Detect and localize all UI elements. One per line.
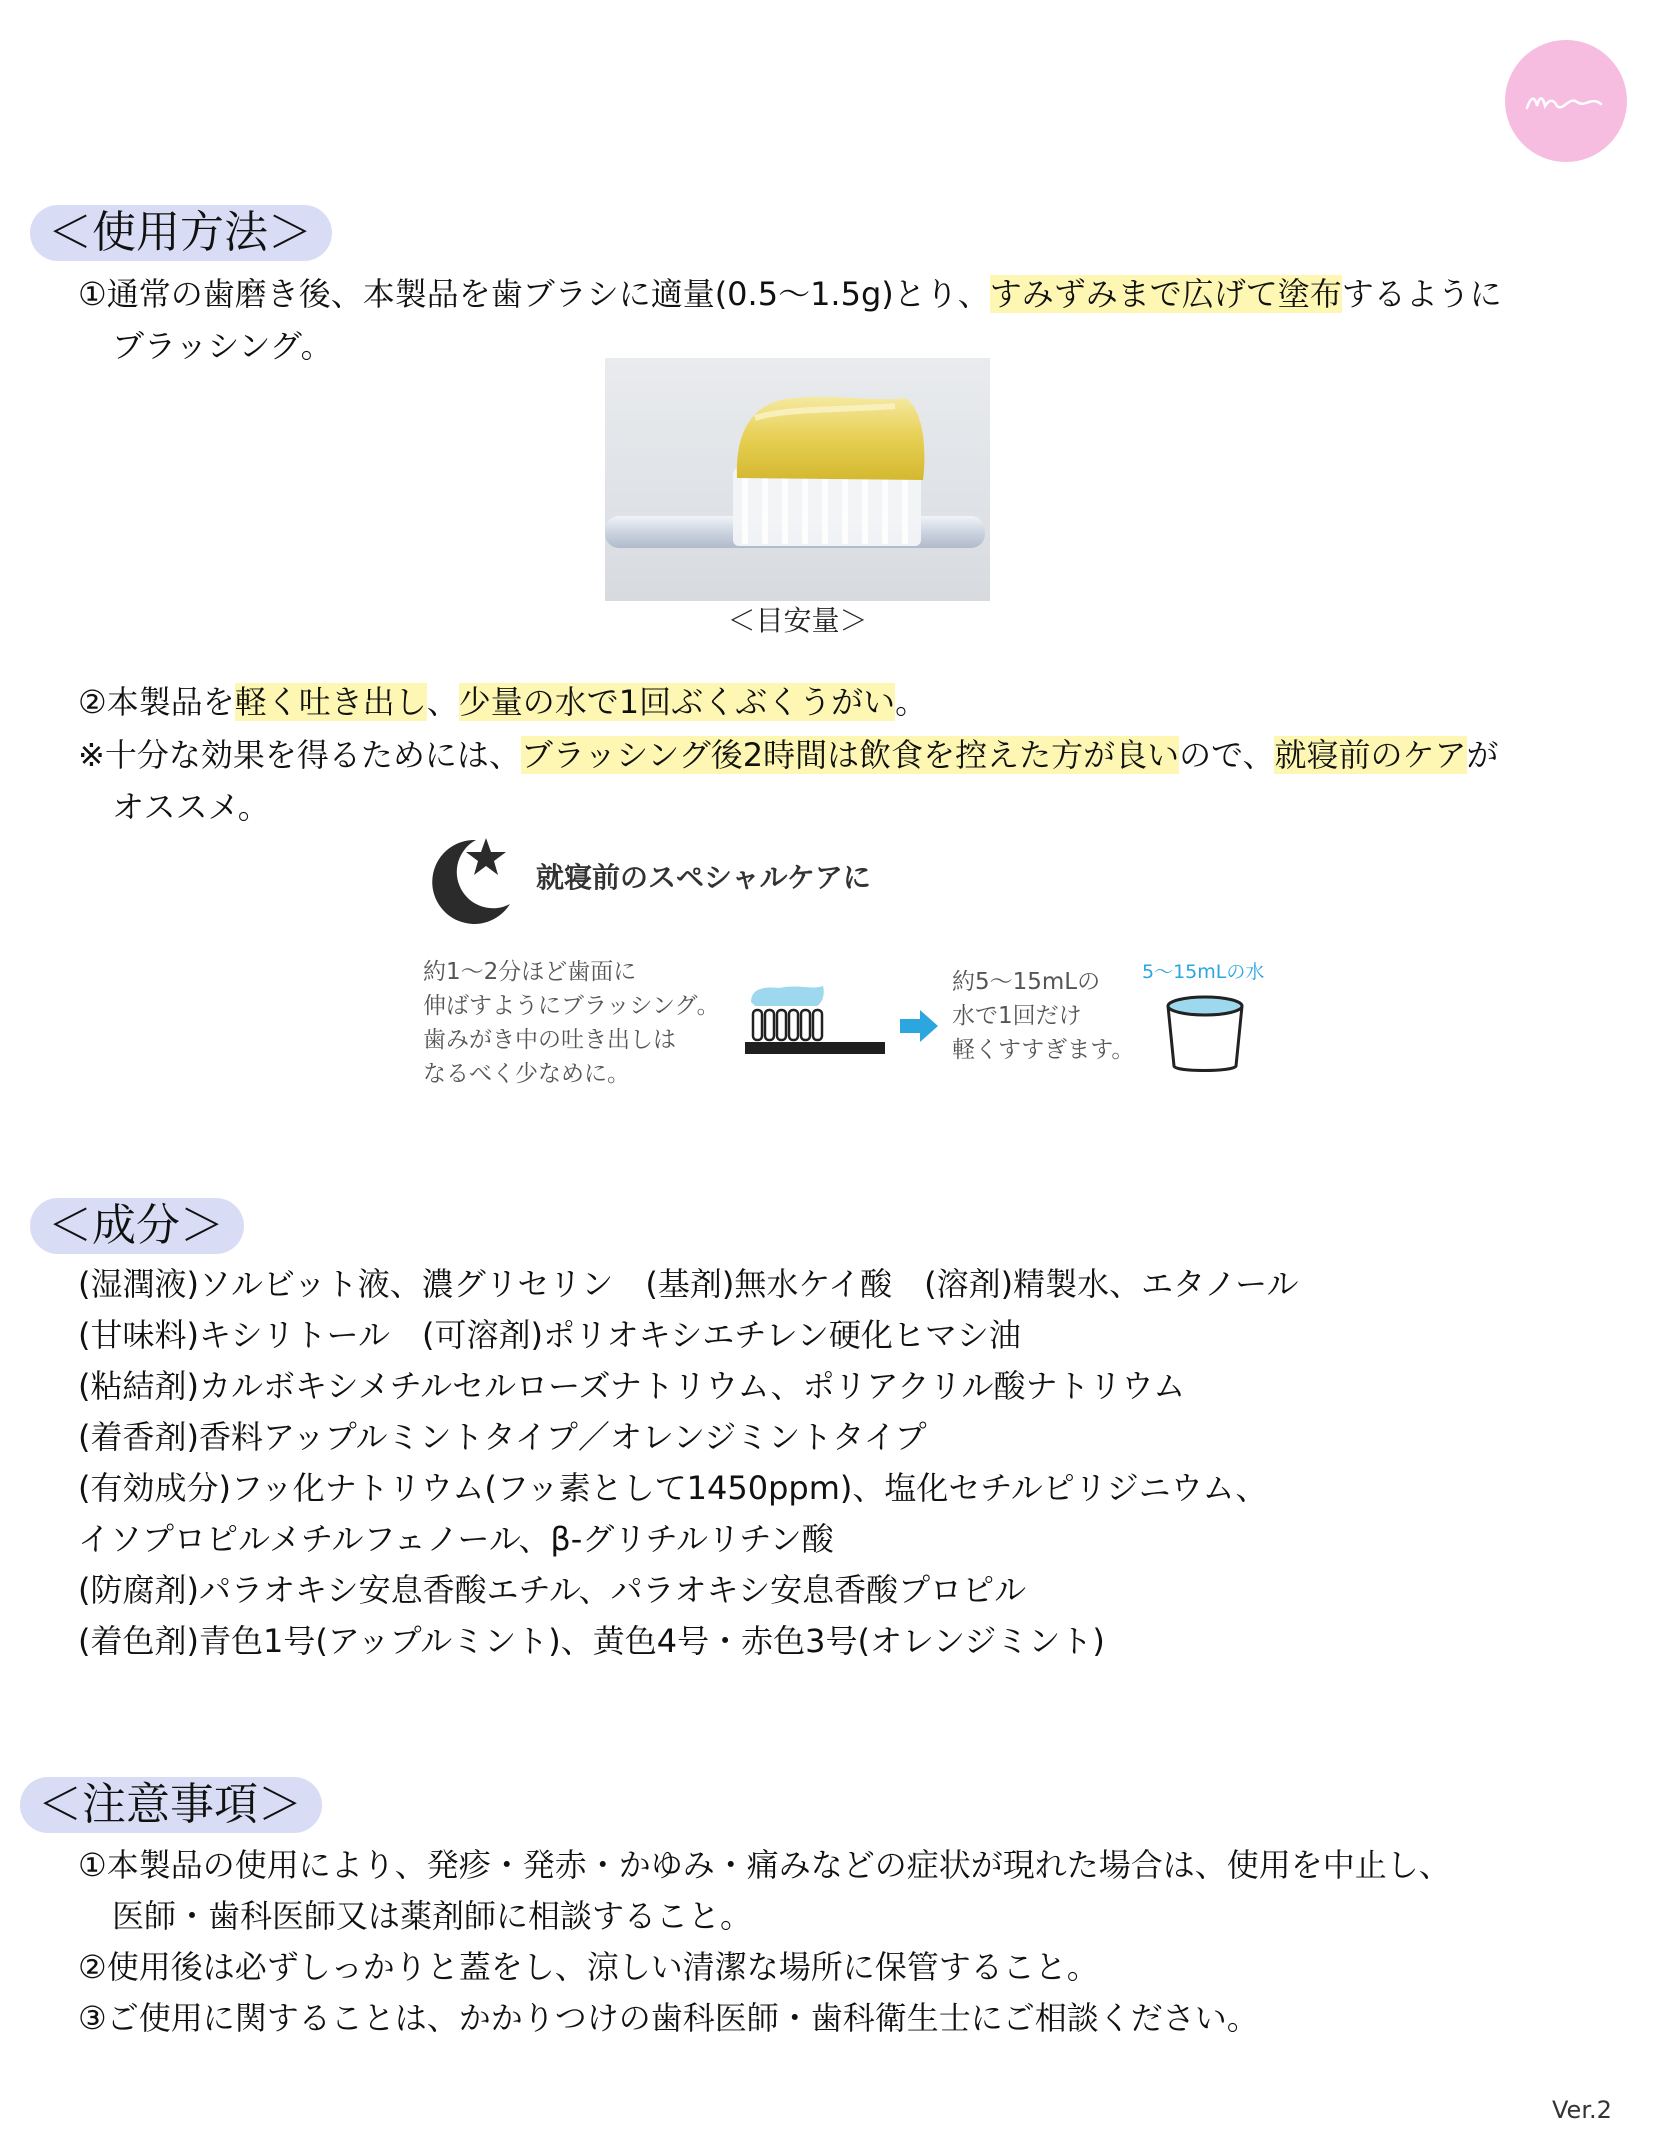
note-text: ※十分な効果を得るためには、 [78, 736, 521, 774]
bedtime-care-panel [420, 830, 1280, 1120]
note-highlight: ブラッシング後2時間は飲食を控えた方が良い [520, 736, 1180, 774]
ingredients-heading: ＜成分＞ [30, 1198, 244, 1254]
version-label: Ver.2 [1552, 2096, 1612, 2124]
usage-note-line2: オススメ。 [112, 788, 270, 826]
photo-caption: ＜目安量＞ [727, 604, 868, 637]
brand-logo [1505, 40, 1627, 162]
step1-text: ①通常の歯磨き後、本製品を歯ブラシに適量(0.5〜1.5g)とり、 [78, 275, 990, 313]
care-right-line: 水で1回だけ [952, 1003, 1082, 1029]
wave-signature-icon [1505, 40, 1627, 162]
caution-line: 医師・歯科医師又は薬剤師に相談すること。 [112, 1897, 753, 1935]
care-right-description [952, 965, 1134, 1067]
care-left-line: 伸ばすようにブラッシング。 [423, 993, 720, 1019]
ingredient-line: (湿潤液)ソルビット液、濃グリセリン (基剤)無水ケイ酸 (溶剤)精製水、エタノール [78, 1265, 1299, 1303]
ingredient-line: (着色剤)青色1号(アップルミント)、黄色4号・赤色3号(オレンジミント) [78, 1622, 1105, 1660]
step2-highlight-1: 軽く吐き出し [234, 683, 427, 721]
cautions-heading: ＜注意事項＞ [20, 1777, 322, 1833]
care-left-line: 約1〜2分ほど歯面に [423, 959, 637, 985]
moon-star-icon [420, 830, 520, 930]
step1-highlight: すみずみまで広げて塗布 [989, 275, 1342, 313]
ingredient-line: (着香剤)香料アップルミントタイプ／オレンジミントタイプ [78, 1418, 927, 1456]
care-right-line: 約5〜15mLの [952, 969, 1101, 995]
care-left-line: なるべく少なめに。 [423, 1061, 630, 1087]
step1-text-end: するように [1341, 275, 1502, 313]
usage-step1-line1 [78, 272, 1502, 316]
care-title: 就寝前のスペシャルケアに [536, 861, 871, 894]
usage-step1-line2: ブラッシング。 [112, 327, 333, 365]
ingredient-line: (有効成分)フッ化ナトリウム(フッ素として1450ppm)、塩化セチルピリジニウム、 [78, 1469, 1268, 1507]
toothbrush-icon [745, 980, 885, 1070]
ingredient-line: イソプロピルメチルフェノール、β-グリチルリチン酸 [78, 1520, 834, 1558]
toothbrush-photo [605, 358, 990, 601]
caution-line: ②使用後は必ずしっかりと蓋をし、涼しい清潔な場所に保管すること。 [78, 1948, 1099, 1986]
step2-end: 。 [895, 683, 928, 721]
arrow-right-icon [900, 1010, 940, 1042]
water-cup-icon [1160, 990, 1250, 1080]
ingredient-line: (粘結剤)カルボキシメチルセルローズナトリウム、ポリアクリル酸ナトリウム [78, 1367, 1186, 1405]
step2-text: ②本製品を [78, 683, 235, 721]
care-left-line: 歯みがき中の吐き出しは [423, 1027, 676, 1053]
usage-note-line1 [78, 733, 1499, 777]
care-right-line: 軽くすすぎます。 [952, 1037, 1135, 1063]
ingredient-line: (防腐剤)パラオキシ安息香酸エチル、パラオキシ安息香酸プロピル [78, 1571, 1027, 1609]
step2-separator: 、 [426, 683, 459, 721]
caution-line: ①本製品の使用により、発疹・発赤・かゆみ・痛みなどの症状が現れた場合は、使用を中止し、 [78, 1846, 1451, 1884]
water-amount-label: 5〜15mLの水 [1142, 961, 1265, 983]
care-left-description [423, 955, 720, 1091]
ingredient-line: (甘味料)キシリトール (可溶剤)ポリオキシエチレン硬化ヒマシ油 [78, 1316, 1021, 1354]
caution-line: ③ご使用に関することは、かかりつけの歯科医師・歯科衛生士にご相談ください。 [78, 1999, 1259, 2037]
note-highlight-2: 就寝前のケア [1274, 736, 1467, 774]
note-text-end: が [1466, 736, 1499, 774]
usage-step2-line [78, 680, 927, 724]
note-text-mid: ので、 [1179, 736, 1275, 774]
step2-highlight-2: 少量の水で1回ぶくぶくうがい [458, 683, 896, 721]
usage-heading: ＜使用方法＞ [30, 205, 332, 261]
